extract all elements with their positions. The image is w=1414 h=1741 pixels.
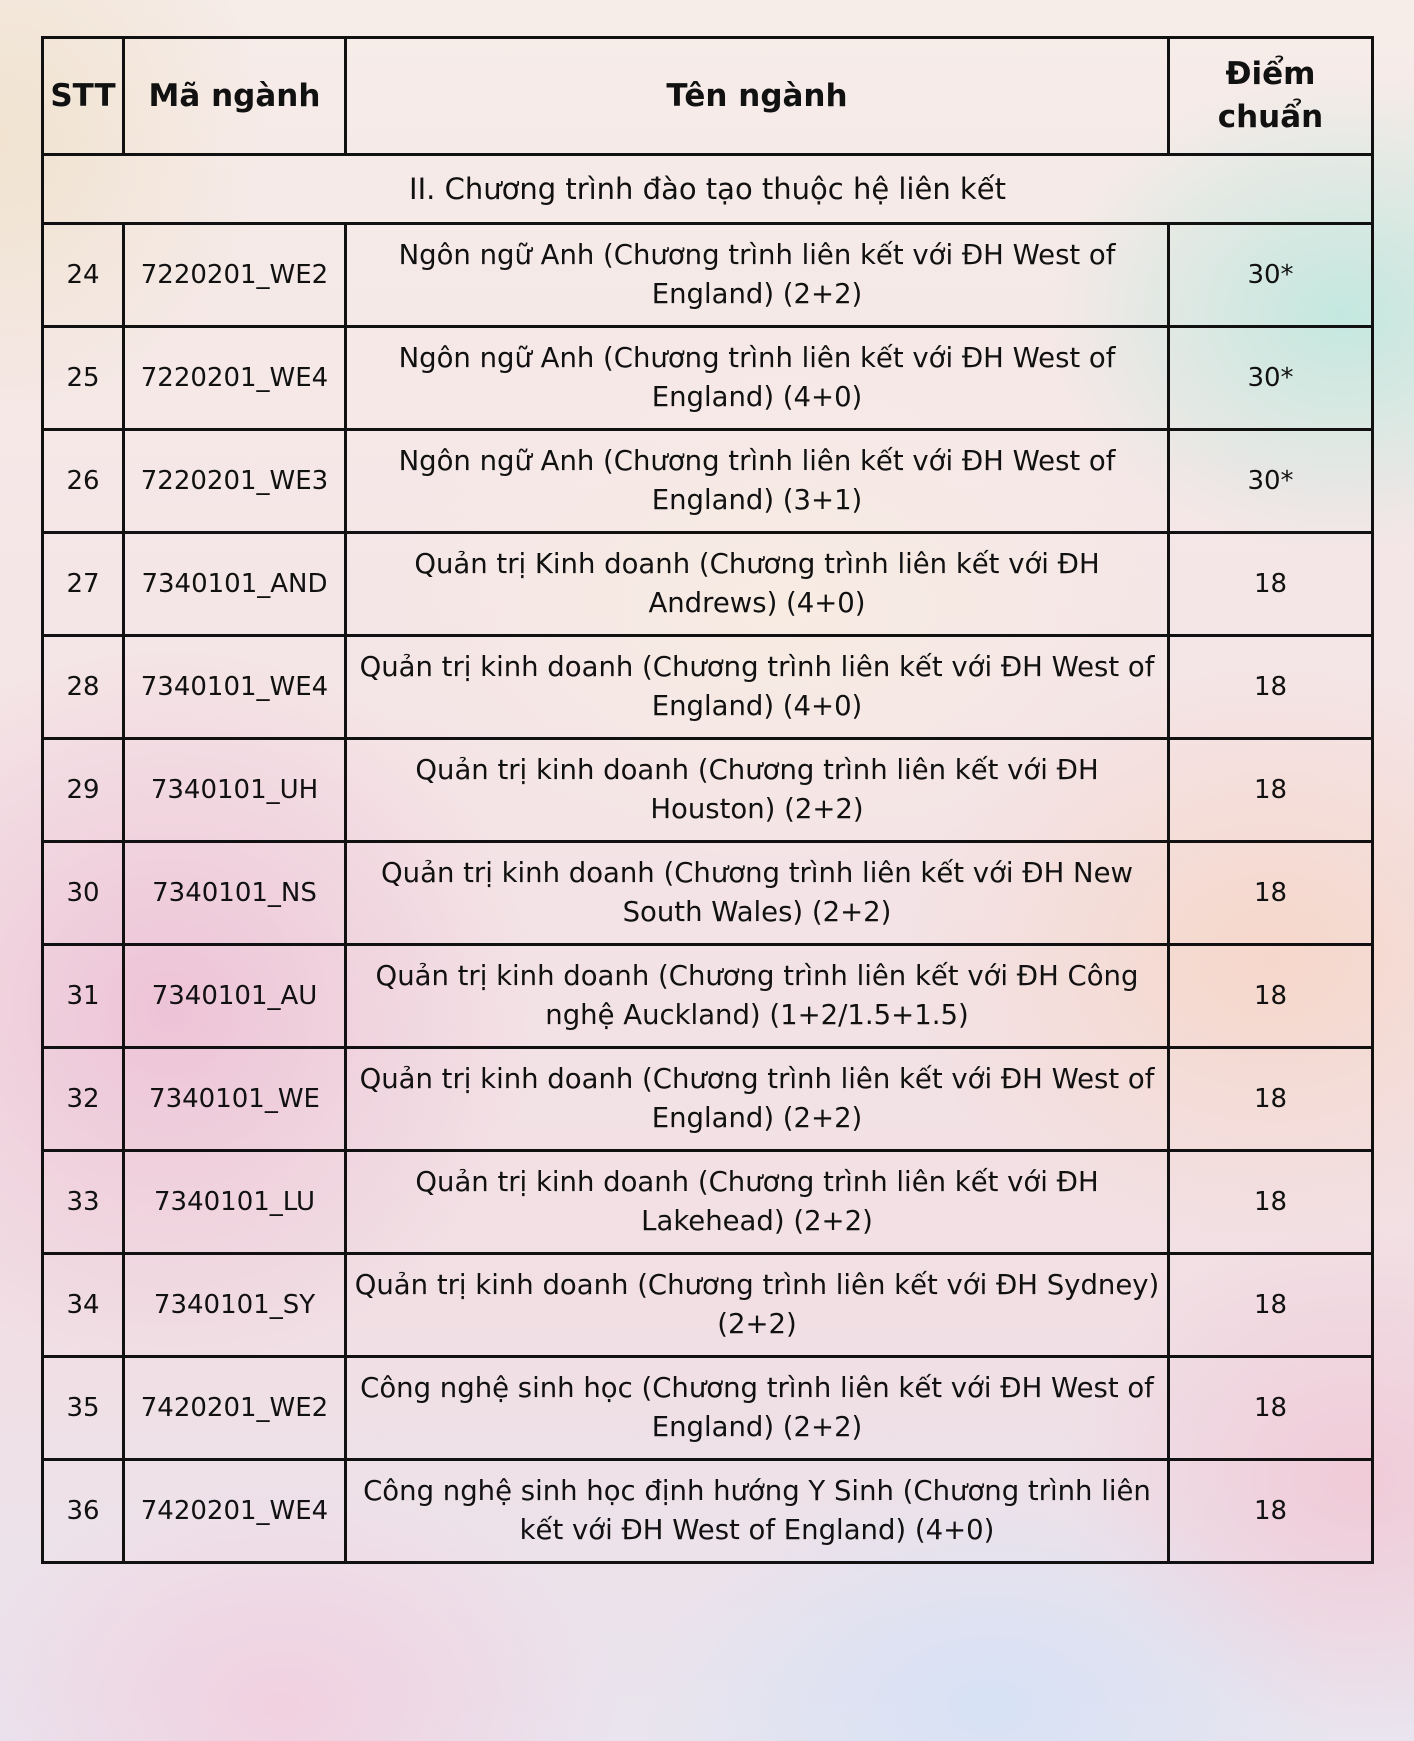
cell-stt: 25 <box>43 327 124 430</box>
table-row <box>43 1151 1373 1254</box>
cell-stt: 33 <box>43 1151 124 1254</box>
cell-score: 30* <box>1169 430 1373 533</box>
cell-code: 7340101_WE <box>124 1048 346 1151</box>
cell-score: 18 <box>1169 1048 1373 1151</box>
cell-code: 7220201_WE4 <box>124 327 346 430</box>
cell-name: Công nghệ sinh học (Chương trình liên kết với ĐH West of England) (2+2) <box>346 1357 1169 1460</box>
cell-stt: 27 <box>43 533 124 636</box>
cell-code: 7340101_AU <box>124 945 346 1048</box>
cell-code: 7220201_WE2 <box>124 224 346 327</box>
table-row <box>43 224 1373 327</box>
cell-stt: 28 <box>43 636 124 739</box>
cell-stt: 31 <box>43 945 124 1048</box>
cell-name: Ngôn ngữ Anh (Chương trình liên kết với ĐH West of England) (2+2) <box>346 224 1169 327</box>
score-table-container <box>41 36 1371 1564</box>
section-title: II. Chương trình đào tạo thuộc hệ liên kết <box>43 155 1373 224</box>
table-row <box>43 842 1373 945</box>
table-row <box>43 739 1373 842</box>
table-row <box>43 945 1373 1048</box>
cell-name: Quản trị kinh doanh (Chương trình liên kết với ĐH West of England) (4+0) <box>346 636 1169 739</box>
cell-stt: 26 <box>43 430 124 533</box>
cell-code: 7340101_AND <box>124 533 346 636</box>
table-row <box>43 1048 1373 1151</box>
header-stt: STT <box>43 38 124 155</box>
cell-score: 18 <box>1169 1357 1373 1460</box>
cell-name: Quản trị kinh doanh (Chương trình liên kết với ĐH Lakehead) (2+2) <box>346 1151 1169 1254</box>
cell-score: 18 <box>1169 636 1373 739</box>
header-row <box>43 38 1373 155</box>
cell-stt: 30 <box>43 842 124 945</box>
table-row <box>43 1460 1373 1563</box>
cell-stt: 32 <box>43 1048 124 1151</box>
cell-code: 7340101_SY <box>124 1254 346 1357</box>
cell-score: 30* <box>1169 327 1373 430</box>
cell-name: Ngôn ngữ Anh (Chương trình liên kết với ĐH West of England) (3+1) <box>346 430 1169 533</box>
cell-code: 7340101_WE4 <box>124 636 346 739</box>
admission-score-table <box>41 36 1374 1564</box>
cell-name: Quản trị kinh doanh (Chương trình liên kết với ĐH West of England) (2+2) <box>346 1048 1169 1151</box>
cell-name: Quản trị kinh doanh (Chương trình liên kết với ĐH New South Wales) (2+2) <box>346 842 1169 945</box>
header-code: Mã ngành <box>124 38 346 155</box>
table-row <box>43 636 1373 739</box>
cell-code: 7340101_UH <box>124 739 346 842</box>
cell-name: Quản trị Kinh doanh (Chương trình liên kết với ĐH Andrews) (4+0) <box>346 533 1169 636</box>
cell-name: Quản trị kinh doanh (Chương trình liên kết với ĐH Houston) (2+2) <box>346 739 1169 842</box>
cell-score: 18 <box>1169 1254 1373 1357</box>
table-row <box>43 430 1373 533</box>
cell-score: 18 <box>1169 945 1373 1048</box>
cell-stt: 36 <box>43 1460 124 1563</box>
table-body <box>43 155 1373 1563</box>
header-score <box>1169 38 1373 155</box>
cell-name: Quản trị kinh doanh (Chương trình liên kết với ĐH Công nghệ Auckland) (1+2/1.5+1.5) <box>346 945 1169 1048</box>
cell-code: 7420201_WE4 <box>124 1460 346 1563</box>
cell-score: 30* <box>1169 224 1373 327</box>
table-row <box>43 1254 1373 1357</box>
cell-name: Quản trị kinh doanh (Chương trình liên kết với ĐH Sydney) (2+2) <box>346 1254 1169 1357</box>
table-header <box>43 38 1373 155</box>
header-name: Tên ngành <box>346 38 1169 155</box>
cell-name: Công nghệ sinh học định hướng Y Sinh (Chương trình liên kết với ĐH West of England) (4+0) <box>346 1460 1169 1563</box>
cell-code: 7340101_LU <box>124 1151 346 1254</box>
cell-code: 7340101_NS <box>124 842 346 945</box>
cell-stt: 24 <box>43 224 124 327</box>
cell-score: 18 <box>1169 1460 1373 1563</box>
cell-score: 18 <box>1169 1151 1373 1254</box>
cell-stt: 35 <box>43 1357 124 1460</box>
header-score-label: Điểm chuẩn <box>1217 56 1324 135</box>
cell-score: 18 <box>1169 842 1373 945</box>
table-row <box>43 1357 1373 1460</box>
cell-score: 18 <box>1169 533 1373 636</box>
table-row <box>43 533 1373 636</box>
cell-code: 7420201_WE2 <box>124 1357 346 1460</box>
section-row <box>43 155 1373 224</box>
cell-stt: 34 <box>43 1254 124 1357</box>
cell-name: Ngôn ngữ Anh (Chương trình liên kết với ĐH West of England) (4+0) <box>346 327 1169 430</box>
cell-score: 18 <box>1169 739 1373 842</box>
table-row <box>43 327 1373 430</box>
cell-code: 7220201_WE3 <box>124 430 346 533</box>
cell-stt: 29 <box>43 739 124 842</box>
